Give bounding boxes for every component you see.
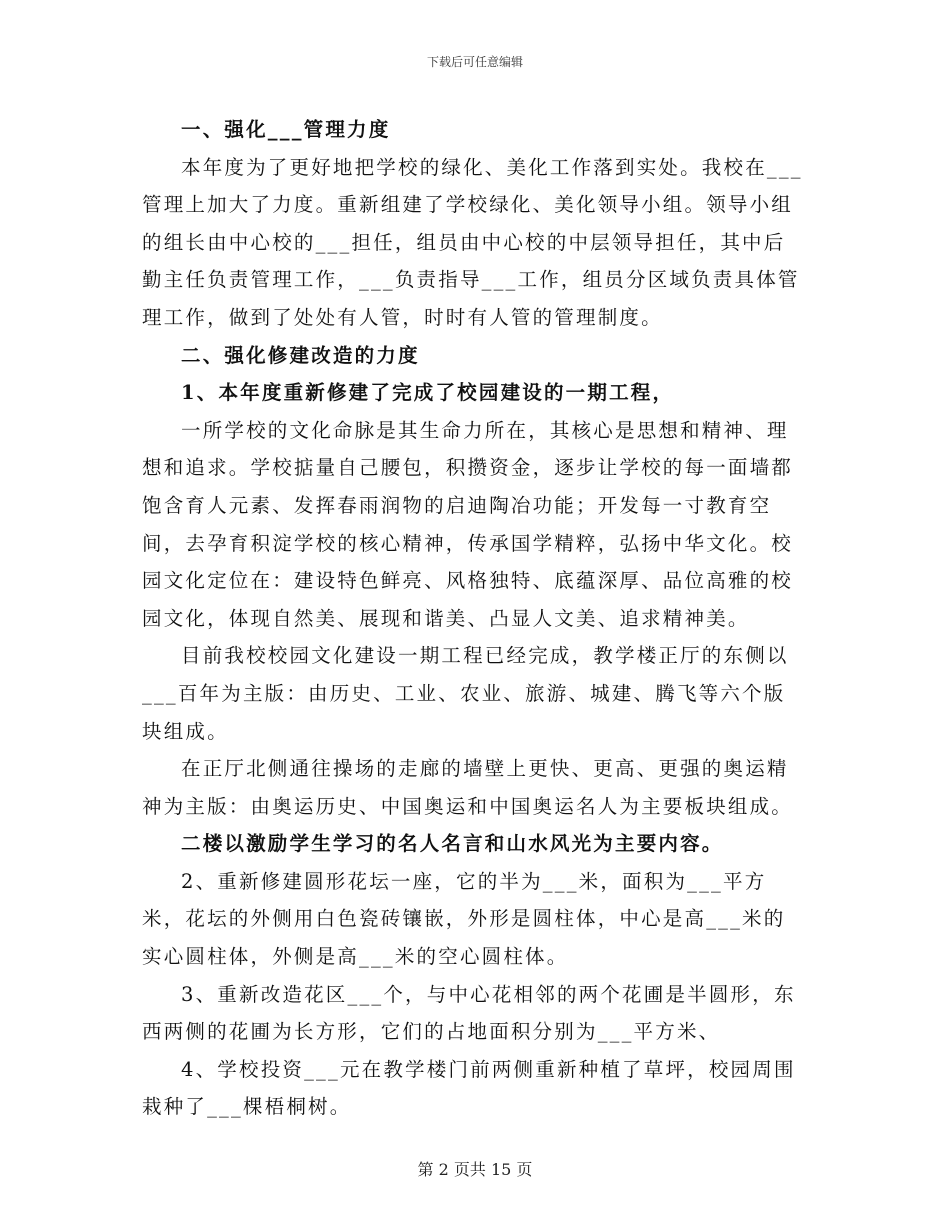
page-footer: 第 2 页共 15 页 (417, 1160, 533, 1179)
page-header: 下载后可任意编辑 (426, 55, 523, 69)
paragraph-flower-area: 3、重新改造花区___个，与中心花相邻的两个花圃是半圆形，东西两侧的花圃为长方形，它们的占地面积分别为___平方米、 (142, 982, 796, 1044)
document-body (142, 111, 807, 1126)
paragraph-east-hall: 目前我校校园文化建设一期工程已经完成，教学楼正厅的东侧以___百年为主版：由历史、工业、农业、旅游、城建、腾飞等六个版块组成。 (142, 644, 789, 743)
subheading-phase-one: 1、本年度重新修建了完成了校园建设的一期工程， (181, 381, 675, 405)
paragraph-management: 本年度为了更好地把学校的绿化、美化工作落到实处。我校在___管理上加大了力度。重新组建了学校绿化、美化领导小组。领导小组的组长由中心校的___担任，组员由中心校的中层领导担任，其中后勤主任负责管理工作，___负责指导___工作，组员分区域负责具体管理工作，做到了处处有人管，时时有人管的管理制度。 (142, 155, 803, 329)
paragraph-lawn: 4、学校投资___元在教学楼门前两侧重新种植了草坪，校园周围栽种了___棵梧桐树。 (142, 1057, 796, 1119)
paragraph-culture: 一所学校的文化命脉是其生命力所在，其核心是思想和精神、理想和追求。学校掂量自己腰包，积攒资金，逐步让学校的每一面墙都饱含育人元素、发挥春雨润物的启迪陶冶功能；开发每一寸教育空间，去孕育积淀学校的核心精神，传承国学精粹，弘扬中华文化。校园文化定位在：建设特色鲜亮、风格独特、底蕴深厚、品位高雅的校园文化，体现自然美、展现和谐美、凸显人文美、追求精神美。 (142, 418, 794, 630)
section-heading-2: 二、强化修建改造的力度 (181, 343, 420, 367)
paragraph-corridor: 在正厅北侧通往操场的走廊的墙壁上更快、更高、更强的奥运精神为主版：由奥运历史、中国奥运和中国奥运名人为主要板块组成。 (142, 757, 794, 818)
paragraph-flower-bed: 2、重新修建圆形花坛一座，它的半为___米，面积为___平方米，花坛的外侧用白色瓷砖镶嵌，外形是圆柱体，中心是高___米的实心圆柱体，外侧是高___米的空心圆柱体。 (142, 869, 786, 969)
subheading-second-floor: 二楼以激励学生学习的名人名言和山水风光为主要内容。 (181, 832, 724, 856)
section-heading-1: 一、强化___管理力度 (181, 118, 391, 141)
